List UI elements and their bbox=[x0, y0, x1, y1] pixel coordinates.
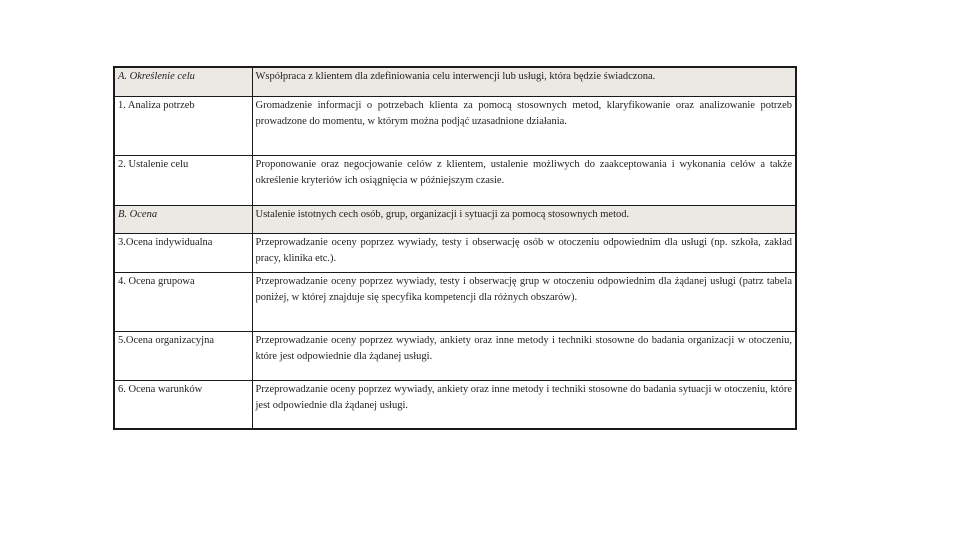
row-label: 5.Ocena organizacyjna bbox=[114, 331, 252, 380]
row-label: 3.Ocena indywidualna bbox=[114, 233, 252, 272]
row-description: Proponowanie oraz negocjowanie celów z klientem, ustalenie możliwych do zaakceptowania i wykonania celów a także określenie kryteriów ich osiągnięcia w późniejszym czasie. bbox=[252, 155, 796, 205]
row-label: B. Ocena bbox=[114, 205, 252, 233]
row-description: Współpraca z klientem dla zdefiniowania celu interwencji lub usługi, która będzie świadczona. bbox=[252, 67, 796, 96]
table-row bbox=[114, 67, 796, 96]
table-row bbox=[114, 155, 796, 205]
row-label: 4. Ocena grupowa bbox=[114, 272, 252, 331]
row-description: Przeprowadzanie oceny poprzez wywiady, ankiety oraz inne metody i techniki stosowne do badania organizacji w otoczeniu, które jest odpowiednie dla żądanej usługi. bbox=[252, 331, 796, 380]
row-description: Przeprowadzanie oceny poprzez wywiady, ankiety oraz inne metody i techniki stosowne do badania sytuacji w otoczeniu, które jest odpowiednie dla żądanej usługi. bbox=[252, 380, 796, 429]
row-label: A. Określenie celu bbox=[114, 67, 252, 96]
table-row bbox=[114, 331, 796, 380]
row-label: 1. Analiza potrzeb bbox=[114, 96, 252, 155]
row-label: 6. Ocena warunków bbox=[114, 380, 252, 429]
table-row bbox=[114, 205, 796, 233]
row-description: Ustalenie istotnych cech osób, grup, organizacji i sytuacji za pomocą stosownych metod. bbox=[252, 205, 796, 233]
row-description: Przeprowadzanie oceny poprzez wywiady, testy i obserwację grup w otoczeniu odpowiednim dla żądanej usługi (patrz tabela poniżej, w której znajduje się specyfika kompetencji dla różnych obszarów). bbox=[252, 272, 796, 331]
table-row bbox=[114, 272, 796, 331]
table-row bbox=[114, 380, 796, 429]
table-row bbox=[114, 96, 796, 155]
row-description: Przeprowadzanie oceny poprzez wywiady, testy i obserwację osób w otoczeniu odpowiednim dla usługi (np. szkoła, zakład pracy, klinika etc.). bbox=[252, 233, 796, 272]
row-label: 2. Ustalenie celu bbox=[114, 155, 252, 205]
competency-table bbox=[113, 66, 797, 430]
table-row bbox=[114, 233, 796, 272]
row-description: Gromadzenie informacji o potrzebach klienta za pomocą stosownych metod, klaryfikowanie oraz analizowanie potrzeb prowadzone do momentu, w którym można podjąć uzasadnione działania. bbox=[252, 96, 796, 155]
